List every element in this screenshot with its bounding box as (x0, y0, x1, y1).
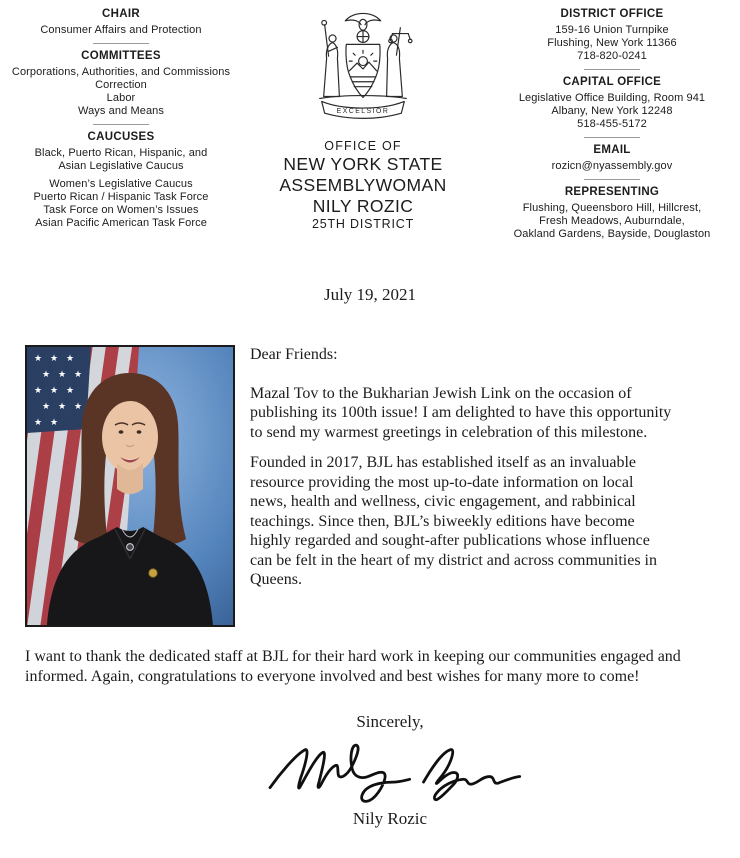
address-line: Legislative Office Building, Room 941 (518, 92, 706, 104)
representing-line: Fresh Meadows, Auburndale, (539, 215, 685, 227)
closing-block (0, 712, 740, 829)
capital-office-heading: CAPITAL OFFICE (562, 76, 662, 88)
chair-section (2, 8, 240, 44)
divider (93, 43, 149, 44)
representing-heading: REPRESENTING (564, 186, 660, 198)
svg-text:★: ★ (66, 386, 75, 396)
committees-heading: COMMITTEES (81, 50, 161, 62)
committee-line: Ways and Means (78, 105, 164, 117)
divider (584, 137, 640, 138)
representing-line: Oakland Gardens, Bayside, Douglaston (513, 228, 711, 240)
ny-state-seal-icon (304, 8, 422, 128)
phone-line: 518-455-5172 (577, 118, 647, 130)
address-line: Albany, New York 12248 (551, 105, 673, 117)
chair-heading: CHAIR (102, 8, 140, 20)
portrait-image (27, 347, 233, 625)
svg-text:★: ★ (42, 402, 51, 412)
letterhead-center (240, 8, 486, 232)
svg-text:★: ★ (50, 386, 59, 396)
caucus-line: Asian Legislative Caucus (58, 160, 184, 172)
seal-motto: EXCELSIOR (336, 108, 390, 116)
assemblywoman-line: ASSEMBLYWOMAN (279, 175, 447, 195)
phone-line: 718-820-0241 (577, 50, 647, 62)
caucus-line: Task Force on Women’s Issues (43, 204, 199, 216)
caucus-line: Puerto Rican / Hispanic Task Force (33, 191, 209, 203)
representing-section (486, 186, 738, 241)
svg-text:★: ★ (74, 402, 83, 412)
svg-text:★: ★ (34, 386, 43, 396)
divider (93, 124, 149, 125)
office-of-line: OFFICE OF (324, 139, 402, 153)
letterhead-right-column (486, 8, 738, 241)
svg-text:★: ★ (50, 354, 59, 364)
portrait-photo (25, 345, 235, 627)
letter-date: July 19, 2021 (323, 285, 417, 304)
svg-text:★: ★ (34, 354, 43, 364)
representing-line: Flushing, Queensboro Hill, Hillcrest, (522, 202, 702, 214)
divider (584, 179, 640, 180)
letter-body-row (25, 345, 715, 627)
address-line: 159-16 Union Turnpike (555, 24, 669, 36)
closing-sincerely: Sincerely, (356, 712, 424, 731)
caucuses-section (2, 131, 240, 230)
committee-line: Corporations, Authorities, and Commissions (11, 66, 231, 78)
committee-line: Correction (95, 79, 147, 91)
signature (203, 734, 538, 808)
letter-paragraph: Mazal Tov to the Bukharian Jewish Link on the occasion of publishing its 100th issue! I am delighted to have this opportunity to send my warmest greetings in celebration of this milestone. (250, 384, 672, 441)
caucus-line: Black, Puerto Rican, Hispanic, and (34, 147, 208, 159)
email-address: rozicn@nyassembly.gov (551, 160, 673, 172)
district-line: 25TH DISTRICT (311, 217, 415, 231)
committees-section (2, 50, 240, 125)
signature-name: Nily Rozic (352, 809, 428, 828)
svg-text:★: ★ (50, 418, 59, 428)
svg-text:★: ★ (34, 418, 43, 428)
capital-office-section (486, 76, 738, 138)
district-office-heading: DISTRICT OFFICE (560, 8, 664, 20)
letter-paragraph-column (250, 345, 674, 627)
district-office-section (486, 8, 738, 70)
letterhead-left-column (2, 8, 240, 230)
letter-paragraph: I want to thank the dedicated staff at BJL for their hard work in keeping our communities engaged and informed. Again, congratulations to everyone involved and best wishes for many more to come! (25, 648, 681, 685)
svg-text:★: ★ (74, 370, 83, 380)
svg-text:★: ★ (58, 402, 67, 412)
committee-line: Labor (106, 92, 136, 104)
svg-text:★: ★ (66, 354, 75, 364)
caucuses-heading: CAUCUSES (87, 131, 155, 143)
caucus-line: Asian Pacific American Task Force (35, 217, 207, 229)
svg-text:★: ★ (58, 370, 67, 380)
divider (584, 69, 640, 70)
svg-text:★: ★ (42, 370, 51, 380)
caucus-line: Women’s Legislative Caucus (49, 178, 193, 190)
email-section (486, 144, 738, 180)
email-heading: EMAIL (593, 144, 631, 156)
letter-paragraph: Founded in 2017, BJL has established itself as an invaluable resource providing the most up-to-date information on local news, health and wellness, civic engagement, and rabbinical teachings. Since then, BJL’s biweekly editions have become highly regarded and sought-after publications whose influence can be felt in the heart of my district and across communities in Queens. (250, 454, 657, 588)
chair-line: Consumer Affairs and Protection (40, 24, 202, 36)
state-line: NEW YORK STATE (283, 154, 443, 174)
salutation: Dear Friends: (250, 346, 338, 363)
member-name-line: NILY ROZIC (312, 196, 414, 216)
letterhead (0, 0, 740, 245)
address-line: Flushing, New York 11366 (547, 37, 677, 49)
